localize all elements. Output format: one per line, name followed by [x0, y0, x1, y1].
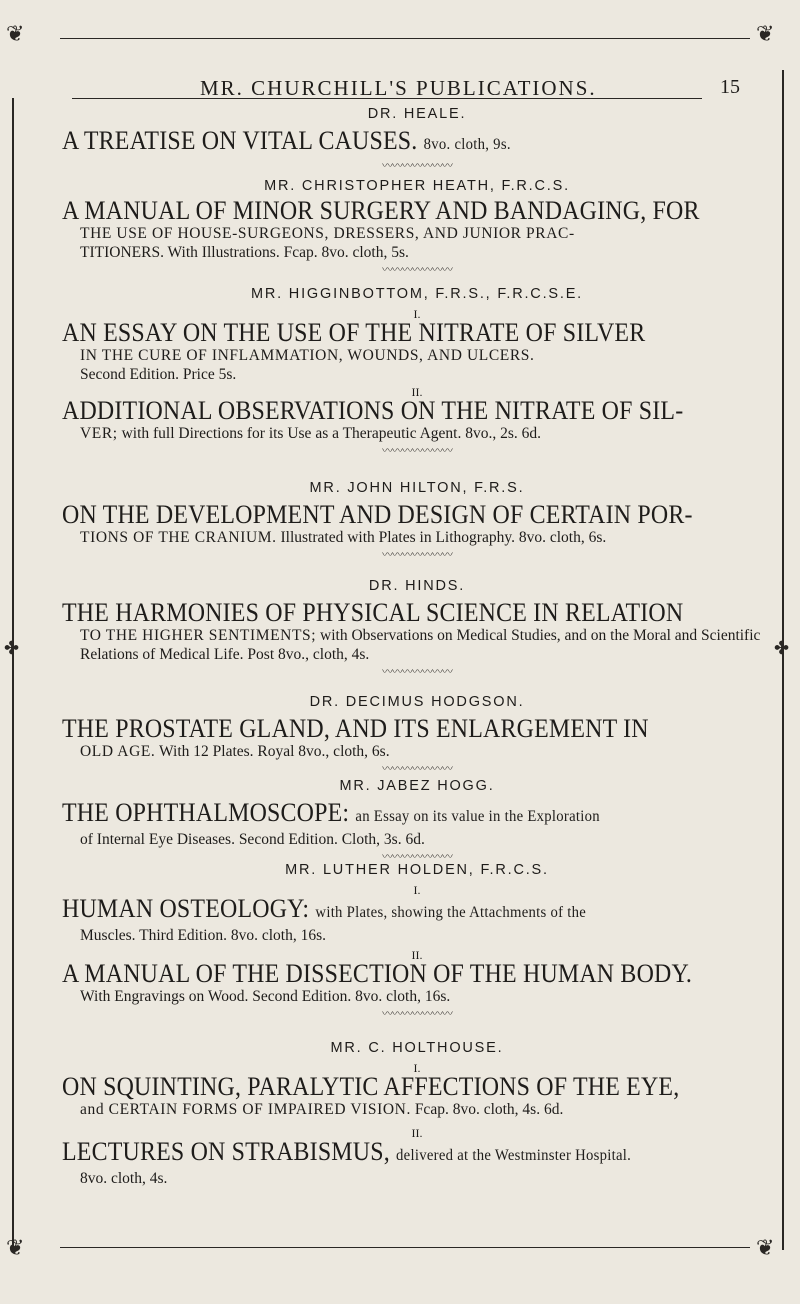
author-name: MR. JABEZ HOGG.	[339, 778, 495, 794]
catalogue-entry	[62, 778, 772, 867]
item-numeral: I.	[413, 1061, 421, 1075]
wavy-divider: 〰〰〰〰〰〰〰	[382, 666, 452, 678]
catalogue-entry	[62, 694, 772, 779]
item-numeral: I.	[413, 307, 421, 321]
book-description	[80, 224, 772, 243]
author-name: MR. LUTHER HOLDEN, F.R.C.S.	[285, 862, 549, 878]
book-title: ON THE DEVELOPMENT AND DESIGN OF CERTAIN POR-	[62, 500, 693, 529]
desc-text: with Observations on Medical Studies, and on the Moral and Scientific Relations of Medical Life. Post 8vo., cloth, 4s.	[80, 627, 761, 663]
title-tail: with Plates, showing the Attachments of the	[315, 904, 587, 921]
book-description: Second Edition. Price 5s.	[80, 366, 237, 383]
catalogue-entry	[62, 106, 772, 176]
title-text: LECTURES ON STRABISMUS,	[62, 1137, 390, 1166]
title-tail: 8vo. cloth, 9s.	[423, 136, 511, 153]
desc-caps: TIONS OF THE CRANIUM.	[80, 529, 277, 546]
top-rule	[60, 38, 750, 39]
desc-caps: TO THE HIGHER SENTIMENTS;	[80, 627, 317, 644]
catalogue-entry	[62, 178, 772, 280]
desc-caps: THE USE OF HOUSE-SURGEONS, DRESSERS, AND JUNIOR PRAC-	[80, 225, 575, 242]
title-text: A TREATISE ON VITAL CAUSES.	[62, 126, 418, 155]
wavy-divider: 〰〰〰〰〰〰〰	[382, 549, 452, 561]
book-description	[80, 346, 772, 365]
wavy-divider: 〰〰〰〰〰〰〰	[382, 763, 452, 775]
book-title	[62, 1139, 715, 1169]
book-description: of Internal Eye Diseases. Second Edition. Cloth, 3s. 6d.	[80, 831, 425, 848]
title-text: THE OPHTHALMOSCOPE:	[62, 798, 350, 827]
desc-text: with full Directions for its Use as a Therapeutic Agent. 8vo., 2s. 6d.	[121, 425, 542, 442]
author-name: DR. HINDS.	[368, 578, 466, 594]
author-name: DR. DECIMUS HODGSON.	[309, 694, 525, 710]
page-number: 15	[720, 76, 740, 98]
catalogue-entry	[62, 578, 772, 682]
author-name: MR. JOHN HILTON, F.R.S.	[309, 480, 525, 496]
catalogue-entry	[62, 480, 772, 565]
desc-text: Fcap. 8vo. cloth, 4s. 6d.	[414, 1101, 564, 1118]
desc-caps: IN THE CURE OF INFLAMMATION, WOUNDS, AND ULCERS.	[80, 347, 535, 364]
book-title: AN ESSAY ON THE USE OF THE NITRATE OF SILVER	[62, 318, 646, 347]
item-numeral: II.	[411, 385, 423, 399]
title-tail: delivered at the Westminster Hospital.	[396, 1147, 632, 1164]
item-numeral: II.	[411, 948, 423, 962]
desc-caps: VER;	[80, 425, 118, 442]
corner-flourish-icon: ❦	[6, 22, 25, 47]
book-title: THE HARMONIES OF PHYSICAL SCIENCE IN RELATION	[62, 598, 684, 627]
book-title: ADDITIONAL OBSERVATIONS ON THE NITRATE OF SIL-	[62, 396, 684, 425]
book-title: A MANUAL OF THE DISSECTION OF THE HUMAN BODY.	[62, 959, 693, 988]
catalogue-entry	[62, 862, 772, 1024]
book-title	[62, 896, 715, 926]
book-description: 8vo. cloth, 4s.	[80, 1170, 168, 1187]
book-description	[80, 626, 772, 664]
book-title: THE PROSTATE GLAND, AND ITS ENLARGEMENT IN	[62, 714, 649, 743]
right-border	[782, 70, 784, 1250]
title-tail: an Essay on its value in the Exploration	[355, 808, 600, 825]
side-ornament-icon: ✤	[4, 638, 20, 659]
item-numeral: II.	[411, 1126, 423, 1140]
book-title: ON SQUINTING, PARALYTIC AFFECTIONS OF THE EYE,	[62, 1072, 680, 1101]
bottom-rule	[60, 1247, 750, 1248]
desc-text: With 12 Plates. Royal 8vo., cloth, 6s.	[159, 743, 390, 760]
book-description	[80, 424, 772, 443]
book-title: A MANUAL OF MINOR SURGERY AND BANDAGING, FOR	[62, 196, 700, 225]
side-ornament-icon: ✤	[774, 638, 790, 659]
title-text: HUMAN OSTEOLOGY:	[62, 894, 310, 923]
book-description	[80, 528, 772, 547]
book-description: TITIONERS. With Illustrations. Fcap. 8vo. cloth, 5s.	[80, 244, 409, 261]
corner-flourish-icon: ❦	[6, 1236, 25, 1261]
wavy-divider: 〰〰〰〰〰〰〰	[382, 160, 452, 172]
wavy-divider: 〰〰〰〰〰〰〰	[382, 264, 452, 276]
desc-caps: and CERTAIN FORMS OF IMPAIRED VISION.	[80, 1101, 411, 1118]
desc-text: Illustrated with Plates in Lithography. 8vo. cloth, 6s.	[280, 529, 607, 546]
corner-flourish-icon: ❦	[756, 1236, 775, 1261]
author-name: MR. HIGGINBOTTOM, F.R.S., F.R.C.S.E.	[251, 286, 583, 302]
book-title	[62, 800, 715, 830]
book-description: Muscles. Third Edition. 8vo. cloth, 16s.	[80, 927, 326, 944]
book-description: With Engravings on Wood. Second Edition. 8vo. cloth, 16s.	[80, 988, 451, 1005]
author-name: MR. CHRISTOPHER HEATH, F.R.C.S.	[264, 178, 570, 194]
author-name: MR. C. HOLTHOUSE.	[330, 1040, 504, 1056]
author-name: DR. HEALE.	[367, 106, 467, 122]
book-description	[80, 742, 772, 761]
corner-flourish-icon: ❦	[756, 22, 775, 47]
catalogue-entry	[62, 1040, 772, 1188]
left-border	[12, 98, 14, 1246]
item-numeral: I.	[413, 883, 421, 897]
running-head: MR. CHURCHILL'S PUBLICATIONS.	[200, 76, 597, 100]
desc-caps: OLD AGE.	[80, 743, 156, 760]
wavy-divider: 〰〰〰〰〰〰〰	[382, 445, 452, 457]
catalogue-entry	[62, 286, 772, 461]
wavy-divider: 〰〰〰〰〰〰〰	[382, 851, 452, 863]
wavy-divider: 〰〰〰〰〰〰〰	[382, 1008, 452, 1020]
book-description	[80, 1100, 772, 1119]
book-title	[62, 128, 715, 158]
